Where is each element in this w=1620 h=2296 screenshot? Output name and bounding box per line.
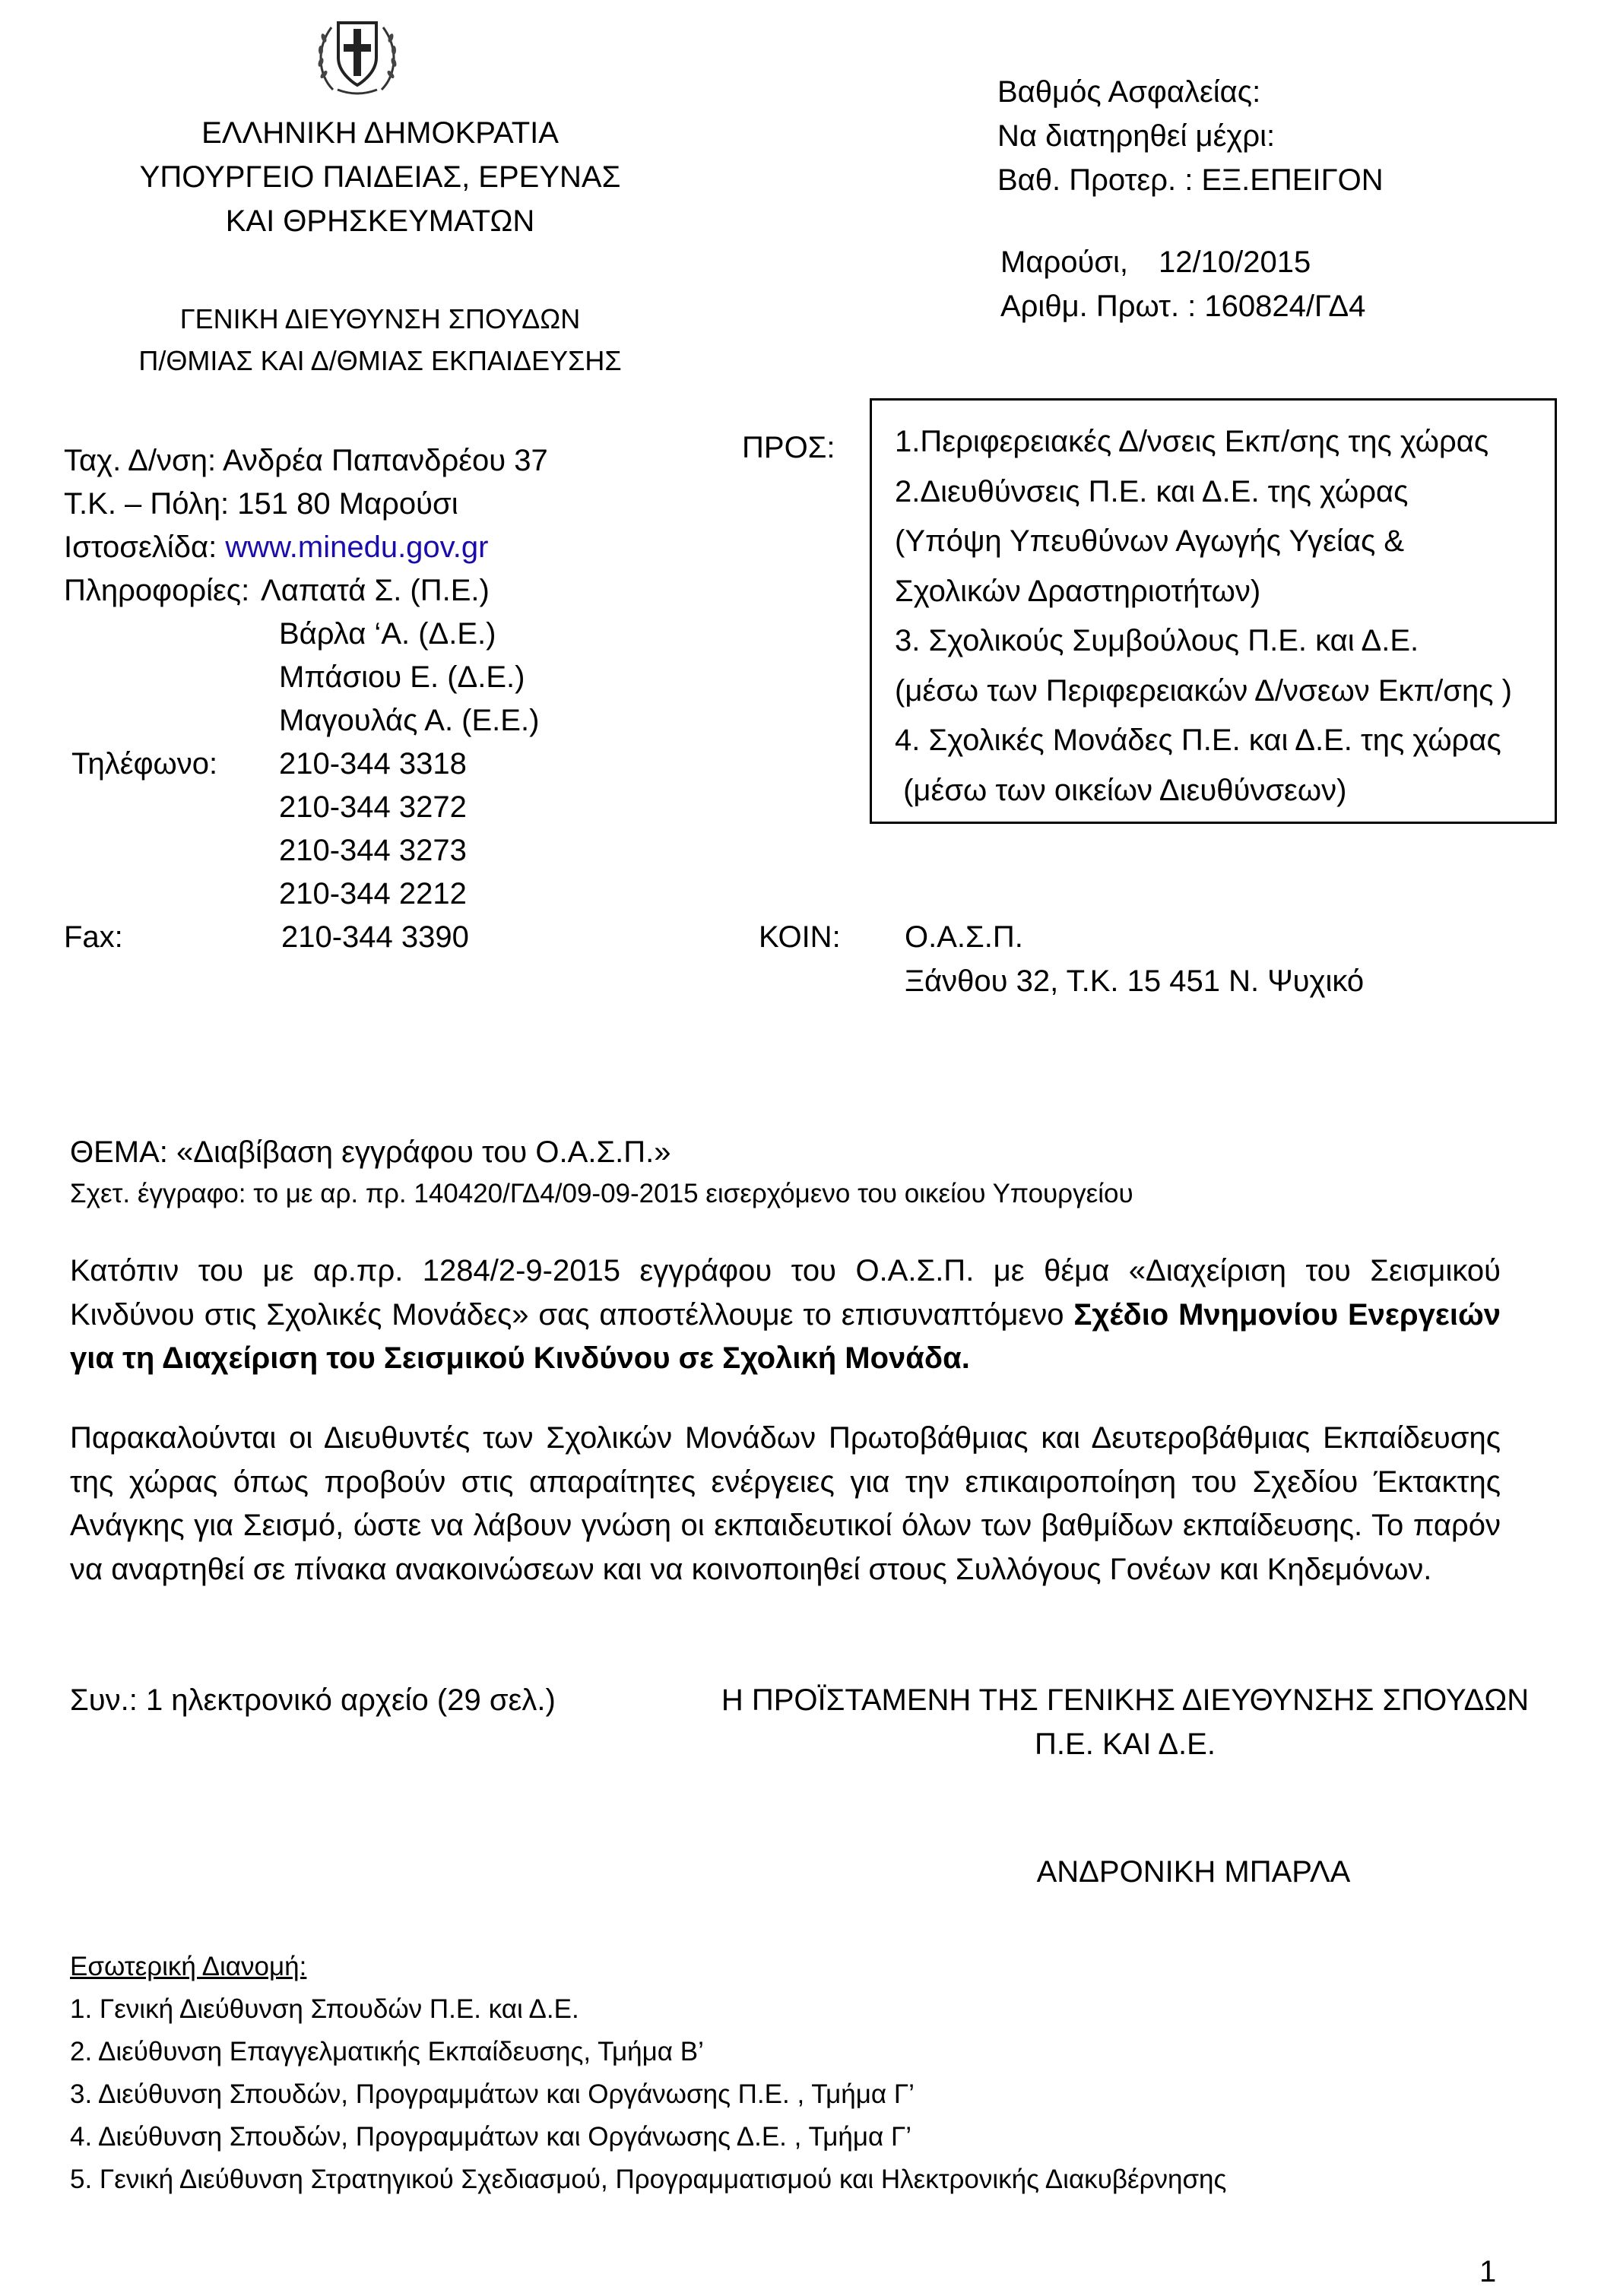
issuing-department xyxy=(76,298,684,382)
recipient-line: 4. Σχολικές Μονάδες Π.Ε. και Δ.Ε. της χώρας xyxy=(895,724,1501,757)
distribution-item: 1. Γενική Διεύθυνση Σπουδών Π.Ε. και Δ.Ε. xyxy=(70,1994,579,2024)
recipient-line: (Υπόψη Υπευθύνων Αγωγής Υγείας & xyxy=(895,524,1405,558)
org-line: ΚΑΙ ΘΡΗΣΚΕΥΜΑΤΩΝ xyxy=(225,204,535,238)
dept-line: Π/ΘΜΙΑΣ ΚΑΙ Δ/ΘΜΙΑΣ ΕΚΠΑΙΔΕΥΣΗΣ xyxy=(138,345,622,376)
org-line: ΕΛΛΗΝΙΚΗ ΔΗΜΟΚΡΑΤΙΑ xyxy=(201,116,559,150)
phone-number: 210-344 3272 xyxy=(279,790,467,824)
date: 12/10/2015 xyxy=(1159,245,1311,279)
date-protocol-block xyxy=(1000,240,1365,328)
distribution-item: 3. Διεύθυνση Σπουδών, Προγραμμάτων και Οργάνωσης Π.Ε. , Τμήμα Γ’ xyxy=(70,2079,915,2109)
greek-coat-of-arms-icon xyxy=(310,6,404,100)
phone-number: 210-344 3318 xyxy=(279,747,467,781)
signer-title xyxy=(654,1678,1596,1766)
priority-line: Βαθ. Προτερ. : ΕΞ.ΕΠΕΙΓΟΝ xyxy=(997,163,1384,197)
security-classification xyxy=(997,70,1384,202)
attachment-note: Συν.: 1 ηλεκτρονικό αρχείο (29 σελ.) xyxy=(70,1683,556,1717)
body-paragraph-2: Παρακαλούνται οι Διευθυντές των Σχολικών Μονάδων Πρωτοβάθμιας και Δευτεροβάθμιας Εκπαίδευσης της χώρας όπως προβούν στις απαραίτητες ενέργειες για την επικαιροποίηση του Σχεδίου Έκτακτης Ανάγκης για Σεισμό, ώστε να λάβουν γνώση οι εκπαιδευτικοί όλων των βαθμίδων εκπαίδευσης. Το παρόν να αναρτηθεί σε πίνακα ανακοινώσεων και να κοινοποιηθεί στους Συλλόγους Γονέων και Κηδεμόνων. xyxy=(70,1421,1501,1586)
reference-document: Σχετ. έγγραφο: το με αρ. πρ. 140420/ΓΔ4/09-09-2015 εισερχόμενο του οικείου Υπουργείου xyxy=(70,1179,1133,1208)
org-line: ΥΠΟΥΡΓΕΙΟ ΠΑΙΔΕΙΑΣ, ΕΡΕΥΝΑΣ xyxy=(139,160,621,194)
signer-name: ΑΝΔΡΟΝΙΚΗ ΜΠΑΡΛΑ xyxy=(1036,1855,1351,1889)
distribution-item: 2. Διεύθυνση Επαγγελματικής Εκπαίδευσης, Τμήμα Β’ xyxy=(70,2037,704,2066)
recipient-line: (μέσω των οικείων Διευθύνσεων) xyxy=(895,773,1347,807)
body-paragraph-1 xyxy=(70,1249,1501,1381)
website-link[interactable]: www.minedu.gov.gr xyxy=(225,530,489,564)
para1-text: Κατόπιν του με αρ.πρ. 1284/2-9-2015 εγγράφου του Ο.Α.Σ.Π. με θέμα «Διαχείριση του Σεισμικού Κινδύνου στις Σχολικές Μονάδες» σας αποστέλλουμε το επισυναπτόμενο xyxy=(70,1254,1501,1332)
website-label: Ιστοσελίδα: xyxy=(64,530,226,564)
recipient-line: 3. Σχολικούς Συμβούλους Π.Ε. και Δ.Ε. xyxy=(895,624,1419,657)
security-line: Να διατηρηθεί μέχρι: xyxy=(997,119,1276,153)
place: Μαρούσι, xyxy=(1000,245,1129,279)
signer-title-line: Π.Ε. ΚΑΙ Δ.Ε. xyxy=(1035,1728,1216,1761)
info-label: Πληροφορίες: xyxy=(64,574,250,607)
cc-label: ΚΟΙΝ: xyxy=(759,920,841,954)
internal-distribution-title: Εσωτερική Διανομή: xyxy=(70,1952,307,1981)
info-name: Μαγουλάς Α. (Ε.Ε.) xyxy=(279,704,540,737)
recipient-line: 2.Διευθύνσεις Π.Ε. και Δ.Ε. της χώρας xyxy=(895,474,1409,508)
recipient-line: Σχολικών Δραστηριοτήτων) xyxy=(895,574,1261,608)
recipient-line: (μέσω των Περιφερειακών Δ/νσεων Εκπ/σης ) xyxy=(895,673,1512,708)
para1-bold-text: Σχέδιο Μνημονίου Ενεργειών για τη Διαχείριση του Σεισμικού Κινδύνου σε Σχολική Μονάδα. xyxy=(70,1297,1501,1375)
cc-recipient xyxy=(905,915,1364,1003)
date-line xyxy=(1000,240,1365,284)
internal-distribution-list xyxy=(70,1988,1226,2201)
fax-number: 210-344 3390 xyxy=(281,920,469,954)
page-number: 1 xyxy=(1479,2255,1497,2288)
phone-number: 210-344 2212 xyxy=(279,877,467,910)
recipient-line: 1.Περιφερειακές Δ/νσεις Εκπ/σης της χώρας xyxy=(895,425,1489,458)
recipients-label: ΠΡΟΣ: xyxy=(742,431,835,464)
info-name: Μπάσιου Ε. (Δ.Ε.) xyxy=(279,660,525,694)
recipients-list xyxy=(895,417,1512,815)
internal-distribution xyxy=(70,1946,1226,2201)
recipients-box xyxy=(870,398,1557,824)
cc-line: Ξάνθου 32, Τ.Κ. 15 451 Ν. Ψυχικό xyxy=(905,964,1365,998)
dept-line: ΓΕΝΙΚΗ ΔΙΕΥΘΥΝΣΗ ΣΠΟΥΔΩΝ xyxy=(179,303,581,334)
cc-line: Ο.Α.Σ.Π. xyxy=(905,920,1023,954)
security-line: Βαθμός Ασφαλείας: xyxy=(997,75,1261,109)
signer-title-line: Η ΠΡΟΪΣΤΑΜΕΝΗ ΤΗΣ ΓΕΝΙΚΗΣ ΔΙΕΥΘΥΝΣΗΣ ΣΠΟΥΔΩΝ xyxy=(721,1683,1530,1717)
info-name: Λαπατά Σ. (Π.Ε.) xyxy=(261,574,490,607)
distribution-item: 5. Γενική Διεύθυνση Στρατηγικού Σχεδιασμού, Προγραμματισμού και Ηλεκτρονικής Διακυβέρνησης xyxy=(70,2165,1227,2194)
phone-number: 210-344 3273 xyxy=(279,834,467,867)
protocol-number: Αριθμ. Πρωτ. : 160824/ΓΔ4 xyxy=(1000,290,1366,323)
issuing-authority xyxy=(76,111,684,243)
subject: ΘΕΜΑ: «Διαβίβαση εγγράφου του Ο.Α.Σ.Π.» xyxy=(70,1135,671,1169)
phone-label: Τηλέφωνο: xyxy=(71,747,218,781)
distribution-item: 4. Διεύθυνση Σπουδών, Προγραμμάτων και Οργάνωσης Δ.Ε. , Τμήμα Γ’ xyxy=(70,2122,912,2152)
fax-label: Fax: xyxy=(64,920,123,954)
info-name: Βάρλα ‘Α. (Δ.Ε.) xyxy=(279,617,496,651)
